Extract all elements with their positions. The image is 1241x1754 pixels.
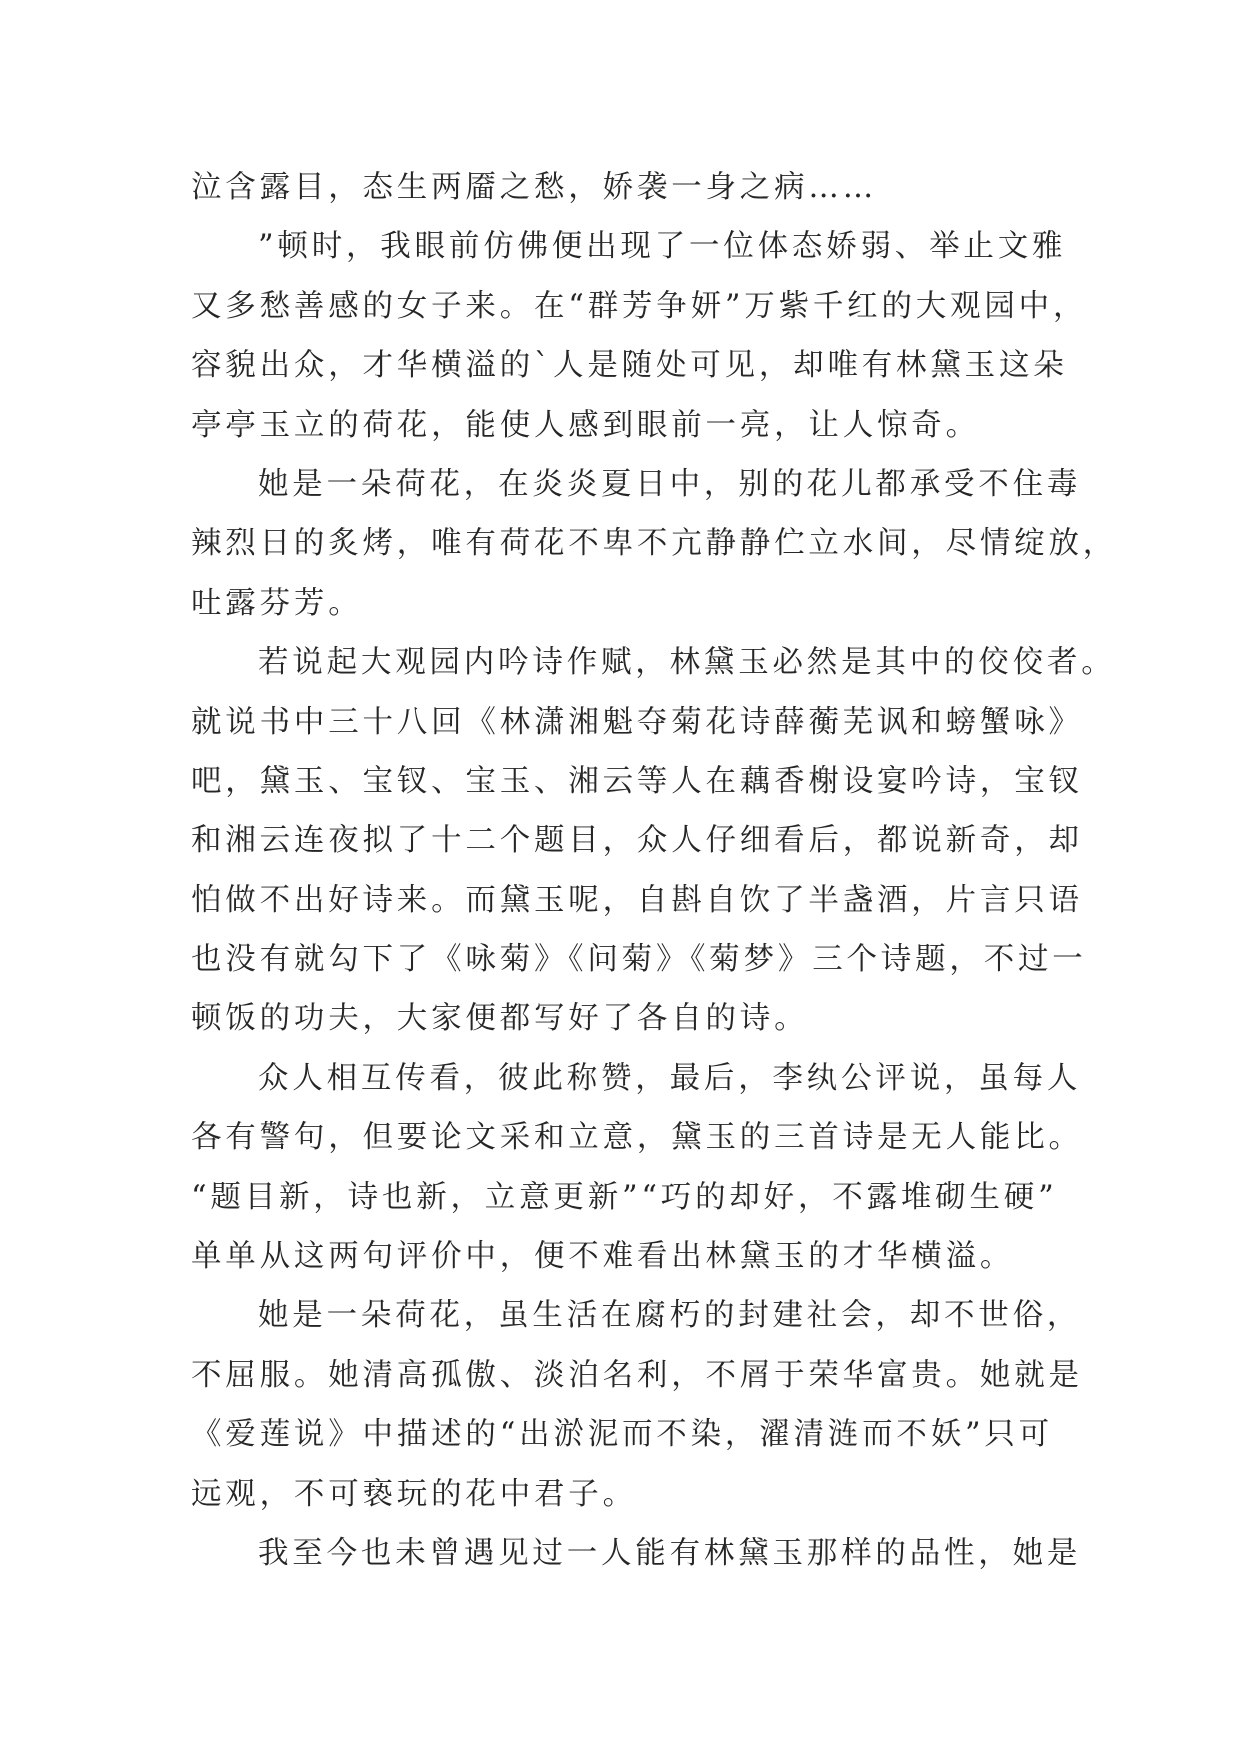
text-line-9: 若说起大观园内吟诗作赋，林黛玉必然是其中的佼佼者。: [258, 645, 1116, 681]
text-line-11: 吧，黛玉、宝钗、宝玉、湘云等人在藕香榭设宴吟诗，宝钗: [191, 763, 1083, 799]
text-line-19: 单单从这两句评价中，便不难看出林黛玉的才华横溢。: [191, 1239, 1015, 1275]
text-line-21: 不屈服。她清高孤傲、淡泊名利，不屑于荣华富贵。她就是: [191, 1357, 1083, 1393]
text-line-7: 辣烈日的炙烤，唯有荷花不卑不亢静静伫立水间，尽情绽放，: [191, 526, 1118, 562]
text-line-2: ”顿时，我眼前仿佛便出现了一位体态娇弱、举止文雅: [258, 229, 1067, 265]
text-line-3: 又多愁善感的女子来。在“群芳争妍”万紫千红的大观园中，: [191, 288, 1088, 324]
text-line-13: 怕做不出好诗来。而黛玉呢，自斟自饮了半盏酒，片言只语: [191, 882, 1083, 918]
document-body: [191, 158, 1118, 1583]
text-line-22: 《爱莲说》中描述的“出淤泥而不染，濯清涟而不妖”只可: [191, 1417, 1053, 1453]
text-line-4: 容貌出众，才华横溢的`人是随处可见，却唯有林黛玉这朵: [191, 348, 1068, 384]
text-line-14: 也没有就勾下了《咏菊》《问菊》《菊梦》三个诗题，不过一: [191, 942, 1087, 978]
text-line-12: 和湘云连夜拟了十二个题目，众人仔细看后，都说新奇，却: [191, 823, 1083, 859]
text-line-15: 顿饭的功夫，大家便都写好了各自的诗。: [191, 1001, 809, 1037]
text-line-18: “题目新，诗也新，立意更新”“巧的却好，不露堆砌生硬”: [191, 1179, 1058, 1215]
text-line-10: 就说书中三十八回《林潇湘魁夺菊花诗薛蘅芜讽和螃蟹咏》: [191, 704, 1083, 740]
text-line-1: 泣含露目，态生两靥之愁，娇袭一身之病……: [191, 170, 877, 205]
text-line-24: 我至今也未曾遇见过一人能有林黛玉那样的品性，她是: [258, 1535, 1082, 1571]
text-line-8: 吐露芬芳。: [191, 585, 363, 621]
text-line-6: 她是一朵荷花，在炎炎夏日中，别的花儿都承受不住毒: [258, 466, 1082, 502]
text-line-20: 她是一朵荷花，虽生活在腐朽的封建社会，却不世俗，: [258, 1298, 1082, 1334]
text-line-17: 各有警句，但要论文采和立意，黛玉的三首诗是无人能比。: [191, 1120, 1083, 1156]
text-line-23: 远观，不可亵玩的花中君子。: [191, 1476, 637, 1512]
text-line-5: 亭亭玉立的荷花，能使人感到眼前一亮，让人惊奇。: [191, 407, 980, 443]
text-line-16: 众人相互传看，彼此称赞，最后，李纨公评说，虽每人: [258, 1060, 1082, 1096]
